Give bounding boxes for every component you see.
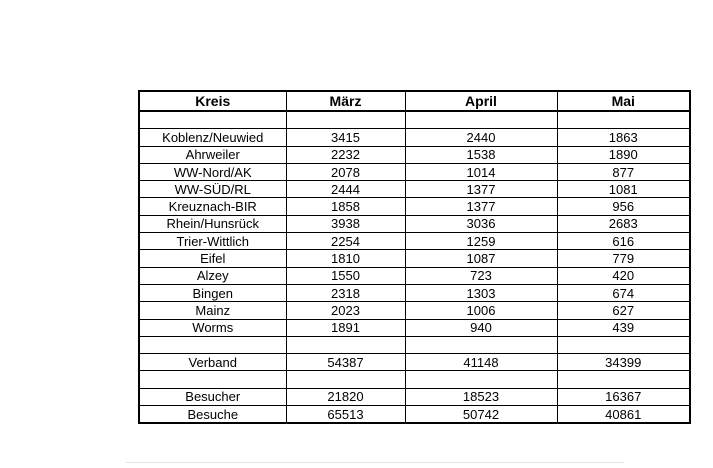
column-header-maerz: März [286, 91, 405, 111]
cell-april: 50742 [405, 406, 557, 424]
table-row [139, 250, 690, 267]
table-row [139, 354, 690, 371]
cell-maerz: 54387 [286, 354, 405, 371]
statistics-table [138, 90, 691, 424]
cell-april [405, 111, 557, 129]
cell-mai: 1081 [557, 181, 690, 198]
cell-kreis: Besuche [139, 406, 286, 424]
cell-april: 1377 [405, 181, 557, 198]
cell-maerz: 2444 [286, 181, 405, 198]
cell-maerz: 3415 [286, 129, 405, 146]
cell-kreis: Worms [139, 319, 286, 336]
column-header-april: April [405, 91, 557, 111]
cell-april: 1014 [405, 163, 557, 180]
cell-april: 3036 [405, 215, 557, 232]
cell-maerz [286, 371, 405, 388]
table-row [139, 336, 690, 353]
cell-maerz: 1858 [286, 198, 405, 215]
cell-kreis: Alzey [139, 267, 286, 284]
cell-maerz [286, 336, 405, 353]
cell-kreis [139, 336, 286, 353]
cell-kreis [139, 111, 286, 129]
cell-kreis: Bingen [139, 284, 286, 301]
cell-april: 2440 [405, 129, 557, 146]
column-header-kreis: Kreis [139, 91, 286, 111]
cell-kreis: Ahrweiler [139, 146, 286, 163]
cell-mai: 1890 [557, 146, 690, 163]
table-row [139, 406, 690, 424]
cell-april: 1538 [405, 146, 557, 163]
cell-kreis: Besucher [139, 388, 286, 405]
cell-maerz: 2078 [286, 163, 405, 180]
cell-maerz: 21820 [286, 388, 405, 405]
cell-maerz: 2254 [286, 233, 405, 250]
cell-april: 1377 [405, 198, 557, 215]
cell-april: 1087 [405, 250, 557, 267]
cell-kreis: Mainz [139, 302, 286, 319]
cell-mai: 40861 [557, 406, 690, 424]
cell-kreis: Rhein/Hunsrück [139, 215, 286, 232]
table-row [139, 267, 690, 284]
cell-kreis: Koblenz/Neuwied [139, 129, 286, 146]
table-body [139, 111, 690, 423]
table-row [139, 302, 690, 319]
table-row [139, 111, 690, 129]
cell-maerz: 1891 [286, 319, 405, 336]
cell-kreis: Kreuznach-BIR [139, 198, 286, 215]
cell-april: 41148 [405, 354, 557, 371]
table-row [139, 319, 690, 336]
cell-kreis: WW-Nord/AK [139, 163, 286, 180]
cell-mai: 439 [557, 319, 690, 336]
cell-april: 1303 [405, 284, 557, 301]
cell-mai: 627 [557, 302, 690, 319]
cell-kreis: WW-SÜD/RL [139, 181, 286, 198]
cell-april [405, 336, 557, 353]
cell-april: 723 [405, 267, 557, 284]
cell-mai: 877 [557, 163, 690, 180]
cell-kreis: Verband [139, 354, 286, 371]
cell-maerz: 65513 [286, 406, 405, 424]
table-row [139, 181, 690, 198]
table-row [139, 388, 690, 405]
cell-maerz: 2023 [286, 302, 405, 319]
cell-mai: 16367 [557, 388, 690, 405]
cell-maerz [286, 111, 405, 129]
table-row [139, 284, 690, 301]
table-row [139, 215, 690, 232]
table-row [139, 233, 690, 250]
cell-mai: 1863 [557, 129, 690, 146]
cell-mai [557, 111, 690, 129]
cell-mai: 2683 [557, 215, 690, 232]
table-row [139, 163, 690, 180]
header-row [139, 91, 690, 111]
table-row [139, 371, 690, 388]
cell-kreis [139, 371, 286, 388]
table-row [139, 198, 690, 215]
cell-mai: 779 [557, 250, 690, 267]
cell-maerz: 2318 [286, 284, 405, 301]
cell-mai: 616 [557, 233, 690, 250]
cell-mai: 674 [557, 284, 690, 301]
table-row [139, 129, 690, 146]
cell-maerz: 1550 [286, 267, 405, 284]
cell-april: 940 [405, 319, 557, 336]
cell-mai [557, 371, 690, 388]
table-row [139, 146, 690, 163]
cell-kreis: Trier-Wittlich [139, 233, 286, 250]
cell-mai: 34399 [557, 354, 690, 371]
cell-mai: 956 [557, 198, 690, 215]
cell-maerz: 2232 [286, 146, 405, 163]
cell-april: 1259 [405, 233, 557, 250]
cell-mai [557, 336, 690, 353]
page-divider [126, 462, 624, 463]
cell-mai: 420 [557, 267, 690, 284]
cell-maerz: 3938 [286, 215, 405, 232]
cell-april: 1006 [405, 302, 557, 319]
cell-kreis: Eifel [139, 250, 286, 267]
cell-april [405, 371, 557, 388]
cell-maerz: 1810 [286, 250, 405, 267]
cell-april: 18523 [405, 388, 557, 405]
column-header-mai: Mai [557, 91, 690, 111]
